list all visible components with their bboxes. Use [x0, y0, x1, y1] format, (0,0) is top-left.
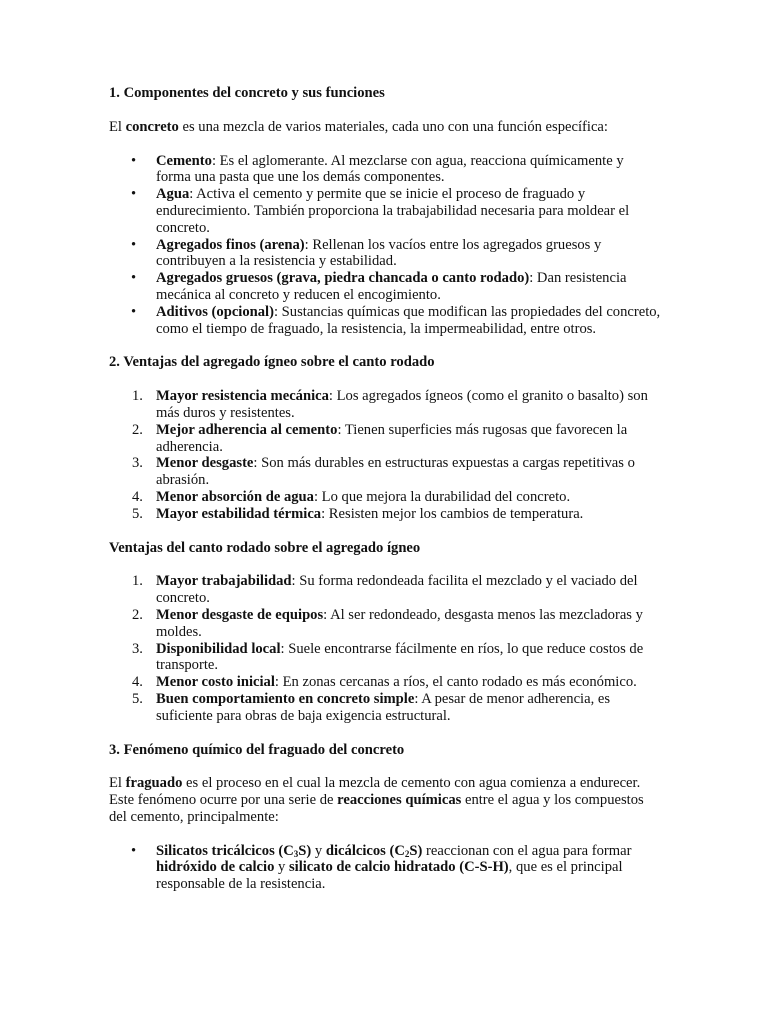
list-item: • Cemento: Es el aglomerante. Al mezclarse con agua, reacciona químicamente y forma una pasta que une los demás componentes.	[109, 153, 661, 187]
section-3-title: 3. Fenómeno químico del fraguado del concreto	[109, 741, 405, 758]
list-item: 5. Buen comportamiento en concreto simple: A pesar de menor adherencia, es suficiente para obras de baja exigencia estructural.	[132, 690, 611, 724]
document-page	[109, 85, 661, 893]
setting-reactions-list	[109, 843, 661, 893]
components-list	[109, 153, 661, 338]
list-item: 3. Disponibilidad local: Suele encontrarse fácilmente en ríos, lo que reduce costos de transporte.	[132, 640, 644, 674]
list-item: 3. Menor desgaste: Son más durables en estructuras expuestas a cargas repetitivas o abrasión.	[132, 455, 635, 489]
list-item: 2. Mejor adherencia al cemento: Tienen superficies más rugosas que favorecen la adherencia.	[132, 421, 628, 455]
list-item: 1. Mayor resistencia mecánica: Los agregados ígneos (como el granito o basalto) son más duros y resistentes.	[132, 388, 648, 421]
list-item: 5. Mayor estabilidad térmica: Resisten mejor los cambios de temperatura.	[132, 505, 584, 522]
rounded-aggregate-advantages-list	[109, 573, 661, 724]
list-item: 4. Menor costo inicial: En zonas cercanas a ríos, el canto rodado es más económico.	[132, 674, 637, 691]
section-1-title: 1. Componentes del concreto y sus funciones	[109, 85, 385, 101]
list-item: • Agregados gruesos (grava, piedra chancada o canto rodado): Dan resistencia mecánica al concreto y reducen el encogimiento.	[109, 270, 661, 304]
list-item: • Agregados finos (arena): Rellenan los vacíos entre los agregados gruesos y contribuyen a la resistencia y estabilidad.	[109, 237, 661, 271]
section-1-intro: El concreto es una mezcla de varios materiales, cada uno con una función específica:	[109, 118, 608, 135]
section-2b-title: Ventajas del canto rodado sobre el agregado ígneo	[109, 539, 421, 556]
list-item: • Agua: Activa el cemento y permite que se inicie el proceso de fraguado y endurecimiento. También proporciona la trabajabilidad necesaria para moldear el concreto.	[109, 186, 661, 236]
list-item: 4. Menor absorción de agua: Lo que mejora la durabilidad del concreto.	[132, 488, 571, 505]
section-3-paragraph: El fraguado es el proceso en el cual la mezcla de cemento con agua comienza a endurecer. Este fenómeno ocurre por una serie de reacciones químicas entre el agua y los compuestos del cemento, principalmente:	[109, 775, 644, 825]
list-item: • Silicatos tricálcicos $(C_3S)$ y dicálcicos $(C_2S)$ reaccionan con el agua para formar hidróxido de calcio y silicato de calcio hidratado (C-S-H), que es el principal responsable de la resistencia.	[109, 843, 661, 893]
list-item: • Aditivos (opcional): Sustancias químicas que modifican las propiedades del concreto, como el tiempo de fraguado, la resistencia, la impermeabilidad, entre otros.	[109, 304, 661, 338]
igneous-advantages-list	[109, 388, 661, 522]
section-2-title: 2. Ventajas del agregado ígneo sobre el canto rodado	[109, 354, 435, 371]
list-item: 1. Mayor trabajabilidad: Su forma redondeada facilita el mezclado y el vaciado del concreto.	[132, 573, 638, 607]
list-item: 2. Menor desgaste de equipos: Al ser redondeado, desgasta menos las mezcladoras y moldes.	[132, 606, 643, 640]
